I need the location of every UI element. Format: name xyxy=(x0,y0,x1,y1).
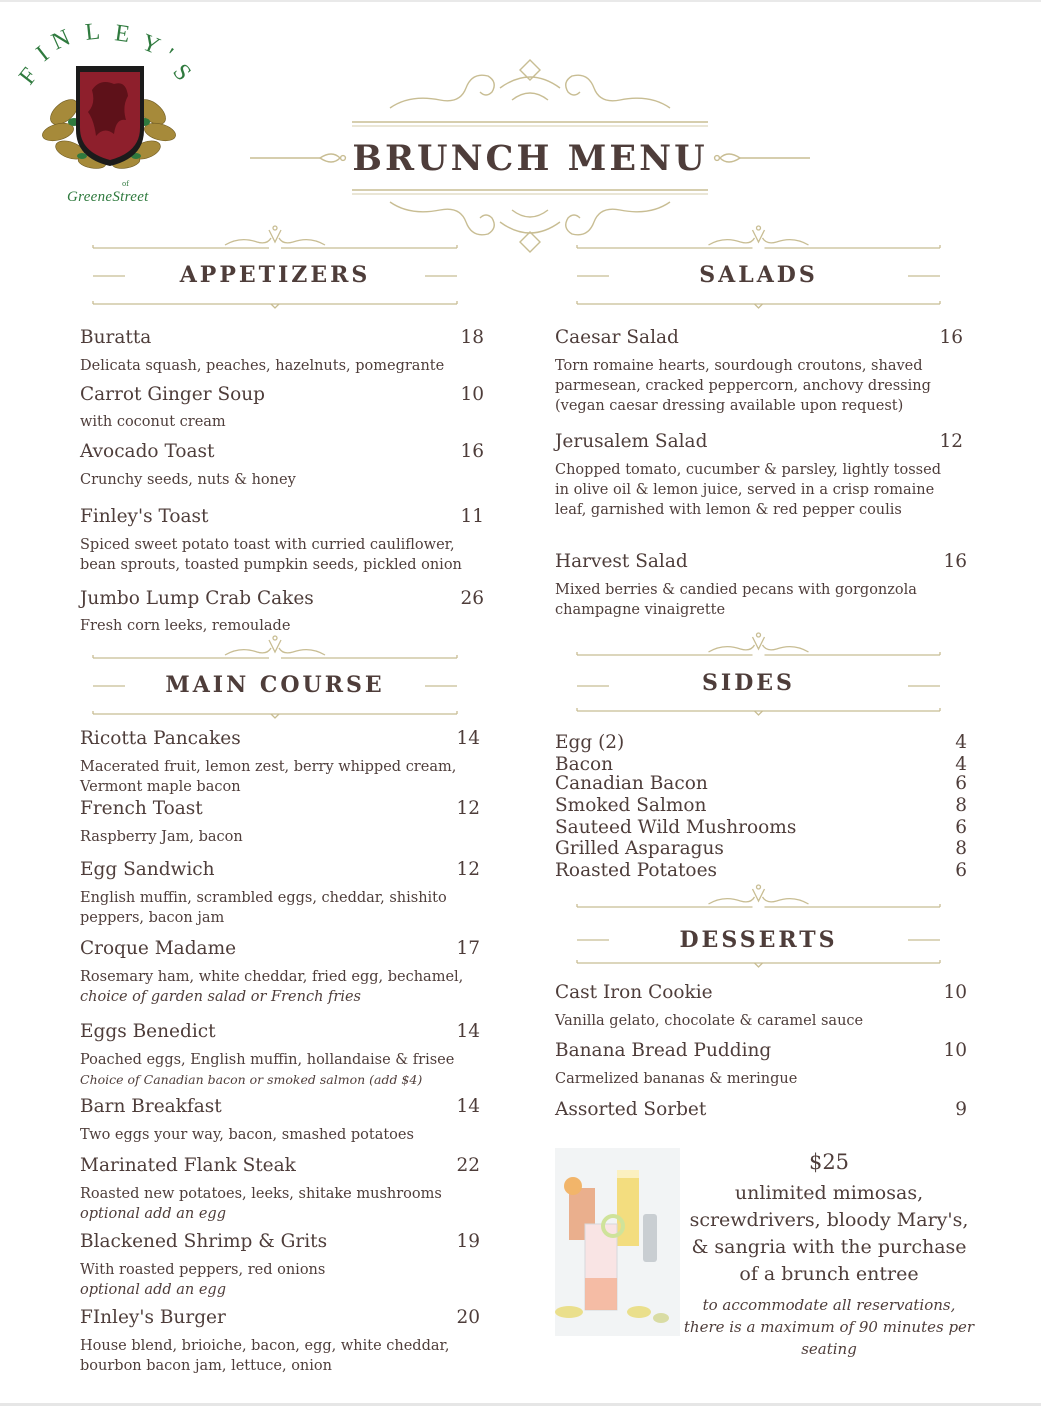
item-description: Macerated fruit, lemon zest, berry whipped cream, Vermont maple bacon xyxy=(80,759,457,795)
item-description: English muffin, scrambled eggs, cheddar, shishito peppers, bacon jam xyxy=(80,890,447,926)
promo-description: unlimited mimosas, screwdrivers, bloody Mary's, & sangria with the purchase of a brunch entree xyxy=(689,1182,969,1285)
svg-text:': ' xyxy=(158,43,178,68)
logo-subtitle: GreeneStreet xyxy=(67,189,149,205)
item-price: 14 xyxy=(456,728,480,749)
item-name: Eggs Benedict xyxy=(80,1021,216,1042)
side-item xyxy=(555,732,967,754)
item-price: 16 xyxy=(943,551,967,572)
side-name: Grilled Asparagus xyxy=(555,838,724,859)
item-price: 10 xyxy=(943,982,967,1003)
item-name: Blackened Shrimp & Grits xyxy=(80,1231,328,1252)
item-name: Banana Bread Pudding xyxy=(555,1040,772,1061)
svg-text:F: F xyxy=(14,63,43,90)
side-price: 4 xyxy=(955,732,967,753)
item-price: 10 xyxy=(460,384,484,405)
item-name: Carrot Ginger Soup xyxy=(80,384,266,405)
salads-heading: SALADS xyxy=(699,262,818,288)
side-name: Bacon xyxy=(555,754,614,775)
item-price: 16 xyxy=(939,327,963,348)
item-name: Egg Sandwich xyxy=(80,859,215,880)
item-price: 14 xyxy=(456,1021,480,1042)
item-name: Ricotta Pancakes xyxy=(80,728,241,749)
item-name: French Toast xyxy=(80,798,203,819)
item-name: Jumbo Lump Crab Cakes xyxy=(80,588,314,609)
item-price: 11 xyxy=(460,506,484,527)
side-name: Roasted Potatoes xyxy=(555,860,718,881)
svg-text:E: E xyxy=(113,20,132,48)
item-price: 16 xyxy=(460,441,484,462)
item-name: Assorted Sorbet xyxy=(555,1099,707,1120)
item-description: Spiced sweet potato toast with curried cauliflower, bean sprouts, toasted pumpkin seeds, pickled onion xyxy=(80,537,462,573)
item-description: Crunchy seeds, nuts & honey xyxy=(80,472,296,488)
svg-text:Y: Y xyxy=(137,29,164,61)
item-description: House blend, brioiche, bacon, egg, white cheddar, bourbon bacon jam, lettuce, onion xyxy=(80,1338,450,1374)
item-description: Chopped tomato, cucumber & parsley, lightly tossed in olive oil & lemon juice, served in a crisp romaine leaf, garnished with lemon & red pepper coulis xyxy=(555,462,941,518)
item-name: Croque Madame xyxy=(80,938,237,959)
item-description: Mixed berries & candied pecans with gorgonzola champagne vinaigrette xyxy=(555,582,917,618)
item-note: optional add an egg xyxy=(80,1206,226,1222)
item-name: Buratta xyxy=(80,327,152,348)
item-description: Roasted new potatoes, leeks, shitake mushrooms xyxy=(80,1186,442,1202)
item-description: With roasted peppers, red onions xyxy=(80,1262,326,1278)
item-description: Two eggs your way, bacon, smashed potatoes xyxy=(80,1127,414,1143)
side-price: 4 xyxy=(955,754,967,775)
top-border xyxy=(0,0,1041,2)
svg-text:N: N xyxy=(47,24,75,56)
side-item xyxy=(555,773,967,795)
side-item xyxy=(555,838,967,860)
item-price: 20 xyxy=(456,1307,480,1328)
item-name: Marinated Flank Steak xyxy=(80,1155,296,1176)
item-note: choice of garden salad or French fries xyxy=(80,989,361,1005)
item-price: 10 xyxy=(943,1040,967,1061)
item-description: Raspberry Jam, bacon xyxy=(80,829,243,845)
main-course-heading: MAIN COURSE xyxy=(165,672,385,698)
item-description: Torn romaine hearts, sourdough croutons, shaved parmesean, cracked peppercorn, anchovy dressing (vegan caesar dressing available upon request) xyxy=(555,358,931,414)
item-price: 9 xyxy=(955,1099,967,1120)
item-price: 22 xyxy=(456,1155,480,1176)
item-description: Fresh corn leeks, remoulade xyxy=(80,618,291,634)
side-name: Sauteed Wild Mushrooms xyxy=(555,817,797,838)
svg-text:I: I xyxy=(31,41,54,67)
item-price: 12 xyxy=(456,859,480,880)
item-description: Delicata squash, peaches, hazelnuts, pomegrante xyxy=(80,358,445,374)
logo-of-text: of xyxy=(122,180,129,188)
promo-note: to accommodate all reservations, there is a maximum of 90 minutes per seating xyxy=(683,1296,975,1358)
item-price: 12 xyxy=(456,798,480,819)
item-description: Rosemary ham, white cheddar, fried egg, bechamel, xyxy=(80,969,464,985)
item-price: 19 xyxy=(456,1231,480,1252)
side-price: 6 xyxy=(955,773,967,794)
item-price: 12 xyxy=(939,431,963,452)
side-price: 8 xyxy=(955,795,967,816)
item-description: Vanilla gelato, chocolate & caramel sauce xyxy=(555,1013,864,1029)
side-name: Smoked Salmon xyxy=(555,795,707,816)
item-price: 14 xyxy=(456,1096,480,1117)
desserts-heading: DESSERTS xyxy=(679,927,838,953)
item-name: FInley's Burger xyxy=(80,1307,226,1328)
appetizers-heading: APPETIZERS xyxy=(179,262,371,288)
item-description: Poached eggs, English muffin, hollandaise & frisee xyxy=(80,1052,455,1068)
item-name: Caesar Salad xyxy=(555,327,679,348)
cocktail-drinks-photo xyxy=(555,1148,680,1336)
svg-text:S: S xyxy=(167,59,196,87)
item-name: Jerusalem Salad xyxy=(555,431,708,452)
item-name: Cast Iron Cookie xyxy=(555,982,713,1003)
sides-heading: SIDES xyxy=(702,670,795,696)
item-note: Choice of Canadian bacon or smoked salmon (add $4) xyxy=(80,1072,423,1087)
item-description: Carmelized bananas & meringue xyxy=(555,1071,798,1087)
side-name: Egg (2) xyxy=(555,732,625,753)
side-price: 6 xyxy=(955,817,967,838)
item-price: 17 xyxy=(456,938,480,959)
side-name: Canadian Bacon xyxy=(555,773,708,794)
item-price: 18 xyxy=(460,327,484,348)
item-name: Finley's Toast xyxy=(80,506,209,527)
finleys-logo xyxy=(14,18,202,205)
item-price: 26 xyxy=(460,588,484,609)
item-name: Harvest Salad xyxy=(555,551,688,572)
side-price: 6 xyxy=(955,860,967,881)
item-name: Barn Breakfast xyxy=(80,1096,222,1117)
logo-crest-icon xyxy=(14,18,202,182)
promo-price: $25 xyxy=(808,1150,850,1174)
item-description: with coconut cream xyxy=(80,414,226,430)
side-item xyxy=(555,817,967,839)
side-price: 8 xyxy=(955,838,967,859)
item-name: Avocado Toast xyxy=(80,441,215,462)
cocktail-glasses-icon xyxy=(555,1148,680,1336)
page-title: BRUNCH MENU xyxy=(352,138,708,179)
item-note: optional add an egg xyxy=(80,1282,226,1298)
svg-text:L: L xyxy=(83,18,102,46)
side-item xyxy=(555,860,967,882)
side-item xyxy=(555,795,967,817)
